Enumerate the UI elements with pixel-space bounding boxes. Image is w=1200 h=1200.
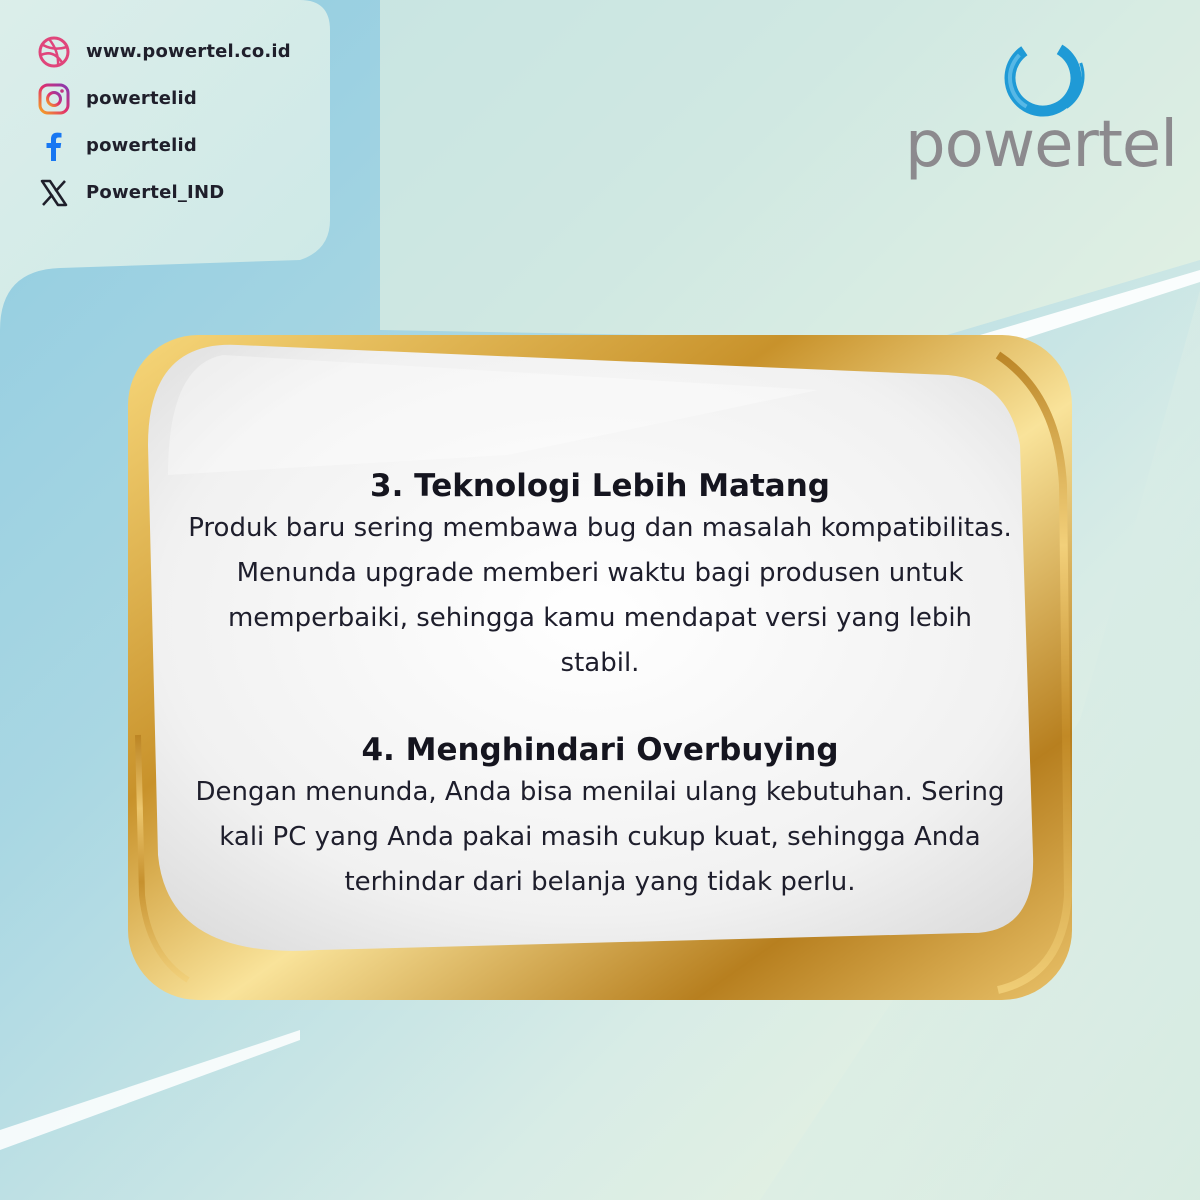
logo-wordmark: powertel <box>905 108 1178 182</box>
social-website-row[interactable] <box>36 28 291 75</box>
x-handle[interactable]: Powertel_IND <box>86 182 225 203</box>
facebook-icon <box>36 128 72 164</box>
dribbble-icon <box>36 34 72 70</box>
social-x-row[interactable] <box>36 169 291 216</box>
website-link[interactable]: www.powertel.co.id <box>86 41 291 62</box>
x-icon <box>36 175 72 211</box>
section-4 <box>180 730 1020 905</box>
section-title: 4. Menghindari Overbuying <box>361 732 839 768</box>
social-facebook-row[interactable] <box>36 122 291 169</box>
section-body: Dengan menunda, Anda bisa menilai ulang kebutuhan. Sering kali PC yang Anda pakai masih cukup kuat, sehingga Anda terhindar dari belanja yang tidak perlu. <box>195 777 1005 897</box>
social-instagram-row[interactable] <box>36 75 291 122</box>
facebook-handle[interactable]: powertelid <box>86 135 198 156</box>
instagram-handle[interactable]: powertelid <box>86 88 198 109</box>
social-links <box>36 28 291 216</box>
section-body: Produk baru sering membawa bug dan masalah kompatibilitas. Menunda upgrade memberi waktu bagi produsen untuk memperbaiki, sehingga kamu mendapat versi yang lebih stabil. <box>188 513 1012 678</box>
section-title: 3. Teknologi Lebih Matang <box>370 468 830 504</box>
section-3 <box>180 466 1020 686</box>
card-content <box>180 466 1020 905</box>
powertel-logo <box>905 30 1178 182</box>
instagram-icon <box>36 81 72 117</box>
